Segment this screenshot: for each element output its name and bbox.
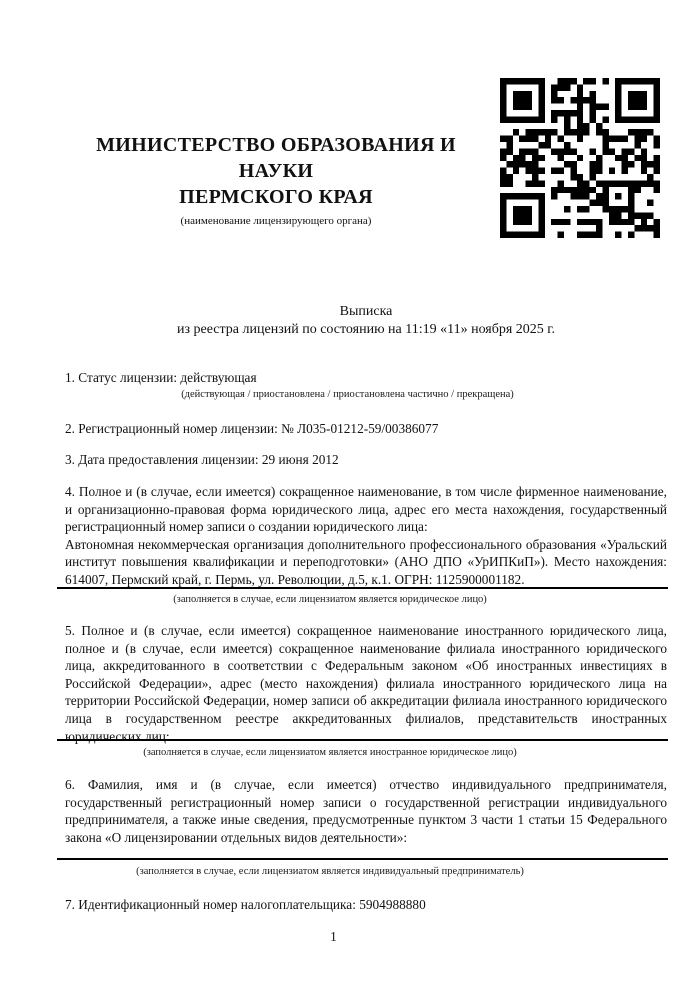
legal-entity-value: Автономная некоммерческая организация дополнительного профессионального образования «Уральский институт повышения квалификации и переподготовки» (АНО ДПО «УрИПКиП»). Место нахождения: 614007, Пермский край, г. Пермь, ул. Революции, д.5, к.1. ОГРН: 1125900001182. [65, 536, 667, 587]
taxpayer-id-item: 7. Идентификационный номер налогоплательщика: 5904988880 [65, 897, 426, 912]
foreign-entity-item: 5. Полное и (в случае, если имеется) сокращенное наименование иностранного юридического лица, полное и (в случае, если имеется) сокращенное наименование филиала иностранного юридического лица, аккредитованного в соответствии с Федеральным законом «Об иностранных инвестициях в Российской Федерации», адрес (место нахождения) филиала иностранного юридического лица на территории Российской Федерации, номер записи об аккредитации филиала иностранного юридического лица в государственном реестре аккредитованных филиалов, представительств иностранных юридических лиц: [65, 623, 667, 744]
ministry-name-line1: МИНИСТЕРСТВО ОБРАЗОВАНИЯ И НАУКИ [96, 134, 456, 182]
license-status-item: 1. Статус лицензии: действующая [65, 370, 257, 385]
document-title [65, 303, 667, 338]
document-title-line1: Выписка [339, 304, 393, 319]
ministry-name-line2: ПЕРМСКОГО КРАЯ [179, 186, 373, 208]
license-grant-date-item: 3. Дата предоставления лицензии: 29 июня 2012 [65, 452, 339, 467]
legal-entity-caption: (заполняется в случае, если лицензиатом является юридическое лицо) [173, 594, 487, 605]
legal-entity-item [65, 483, 667, 589]
qr-code [500, 78, 660, 238]
legal-entity-label: 4. Полное и (в случае, если имеется) сокращенное наименование, в том числе фирменное наименование, и организационно-правовая форма юридического лица, адрес его места нахождения, государственный регистрационный номер записи о создании юридического лица: [65, 484, 667, 535]
page-number: 1 [330, 929, 337, 944]
license-status-caption: (действующая / приостановлена / приостановлена частично / прекращена) [181, 389, 514, 400]
document-title-line2: из реестра лицензий по состоянию на 11:19 «11» ноября 2025 г. [177, 321, 555, 337]
licensing-authority-header [65, 132, 487, 228]
registration-number-item: 2. Регистрационный номер лицензии: № Л035-01212-59/00386077 [65, 421, 439, 436]
authority-caption: (наименование лицензирующего органа) [180, 215, 372, 227]
fill-line-foreign-entity [57, 739, 668, 741]
foreign-entity-caption: (заполняется в случае, если лицензиатом является иностранное юридическое лицо) [143, 747, 517, 758]
fill-line-legal-entity [57, 587, 668, 589]
entrepreneur-caption: (заполняется в случае, если лицензиатом является индивидуальный предприниматель) [136, 866, 524, 877]
entrepreneur-item: 6. Фамилия, имя и (в случае, если имеется) отчество индивидуального предпринимателя, государственный регистрационный номер записи о государственной регистрации индивидуального предпринимателя, а также иные сведения, предусмотренные пунктом 3 части 1 статьи 15 Федерального закона «О лицензировании отдельных видов деятельности»: [65, 777, 667, 845]
fill-line-entrepreneur [57, 858, 668, 860]
